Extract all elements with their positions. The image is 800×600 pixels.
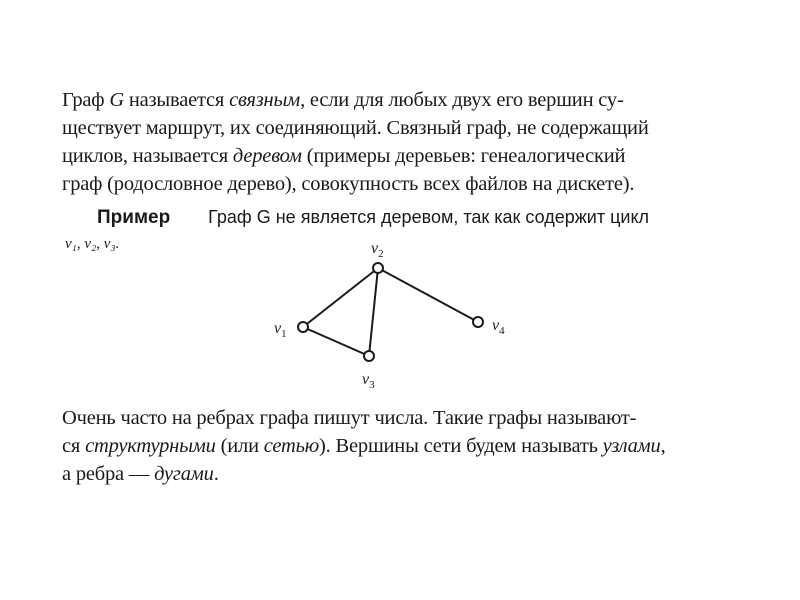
example-label: Пример: [97, 207, 171, 228]
term-tree: деревом: [232, 145, 302, 167]
graph-vertex-label-v3: $\nu_3$: [362, 371, 375, 391]
graph-vertex-v3: [364, 351, 374, 361]
graph-vertex-labels: [274, 240, 505, 391]
graph-edge-v1-v2: [303, 268, 378, 327]
text-fragment: ,: [660, 435, 666, 457]
term-network: сетью: [263, 435, 320, 457]
graph-vertex-v4: [473, 317, 483, 327]
graph-vertex-label-v1: $\nu_1$: [274, 320, 287, 340]
network-paragraph: [62, 404, 762, 488]
term-connected: связным: [229, 89, 301, 111]
graph-edge-v2-v3: [369, 268, 378, 356]
graph-vertex-label-v2: $\nu_2$: [371, 240, 384, 260]
text-fragment: Граф: [62, 89, 110, 111]
text-fragment: называется: [123, 89, 230, 111]
graph-symbol: G: [109, 89, 124, 111]
text-fragment: , если для любых двух его вершин су-: [300, 89, 624, 111]
text-fragment: (примеры деревьев: генеалогический: [301, 145, 626, 167]
text-fragment: .: [213, 463, 219, 485]
example-text: Граф G не является деревом, так как содержит цикл: [208, 207, 650, 227]
term-structural: структурными: [85, 435, 216, 457]
term-arcs: дугами: [154, 463, 214, 485]
text-fragment: циклов, называется: [62, 145, 233, 167]
graph-vertices: [298, 263, 483, 361]
term-nodes: узлами: [602, 435, 661, 457]
text-line: Очень часто на ребрах графа пишут числа. Такие графы называют-: [62, 407, 637, 429]
text-fragment: а ребра —: [62, 463, 155, 485]
text-line: [62, 460, 762, 488]
text-fragment: ся: [62, 435, 86, 457]
text-line: [62, 432, 762, 460]
graph-vertex-label-v4: $\nu_4$: [492, 317, 505, 337]
graph-edge-v1-v3: [303, 327, 369, 356]
graph-vertex-v1: [298, 322, 308, 332]
example-cycle: ν₁, ν₂, ν₃.: [65, 236, 120, 252]
graph-vertex-v2: [373, 263, 383, 273]
text-fragment: ). Вершины сети будем называть: [319, 435, 603, 457]
text-fragment: (или: [215, 435, 264, 457]
graph-edge-v2-v4: [378, 268, 478, 322]
text-line: граф (родословное дерево), совокупность всех файлов на дискете).: [62, 173, 635, 195]
graph-edges: [303, 268, 478, 356]
text-line: ществует маршрут, их соединяющий. Связный граф, не содержащий: [62, 117, 649, 139]
